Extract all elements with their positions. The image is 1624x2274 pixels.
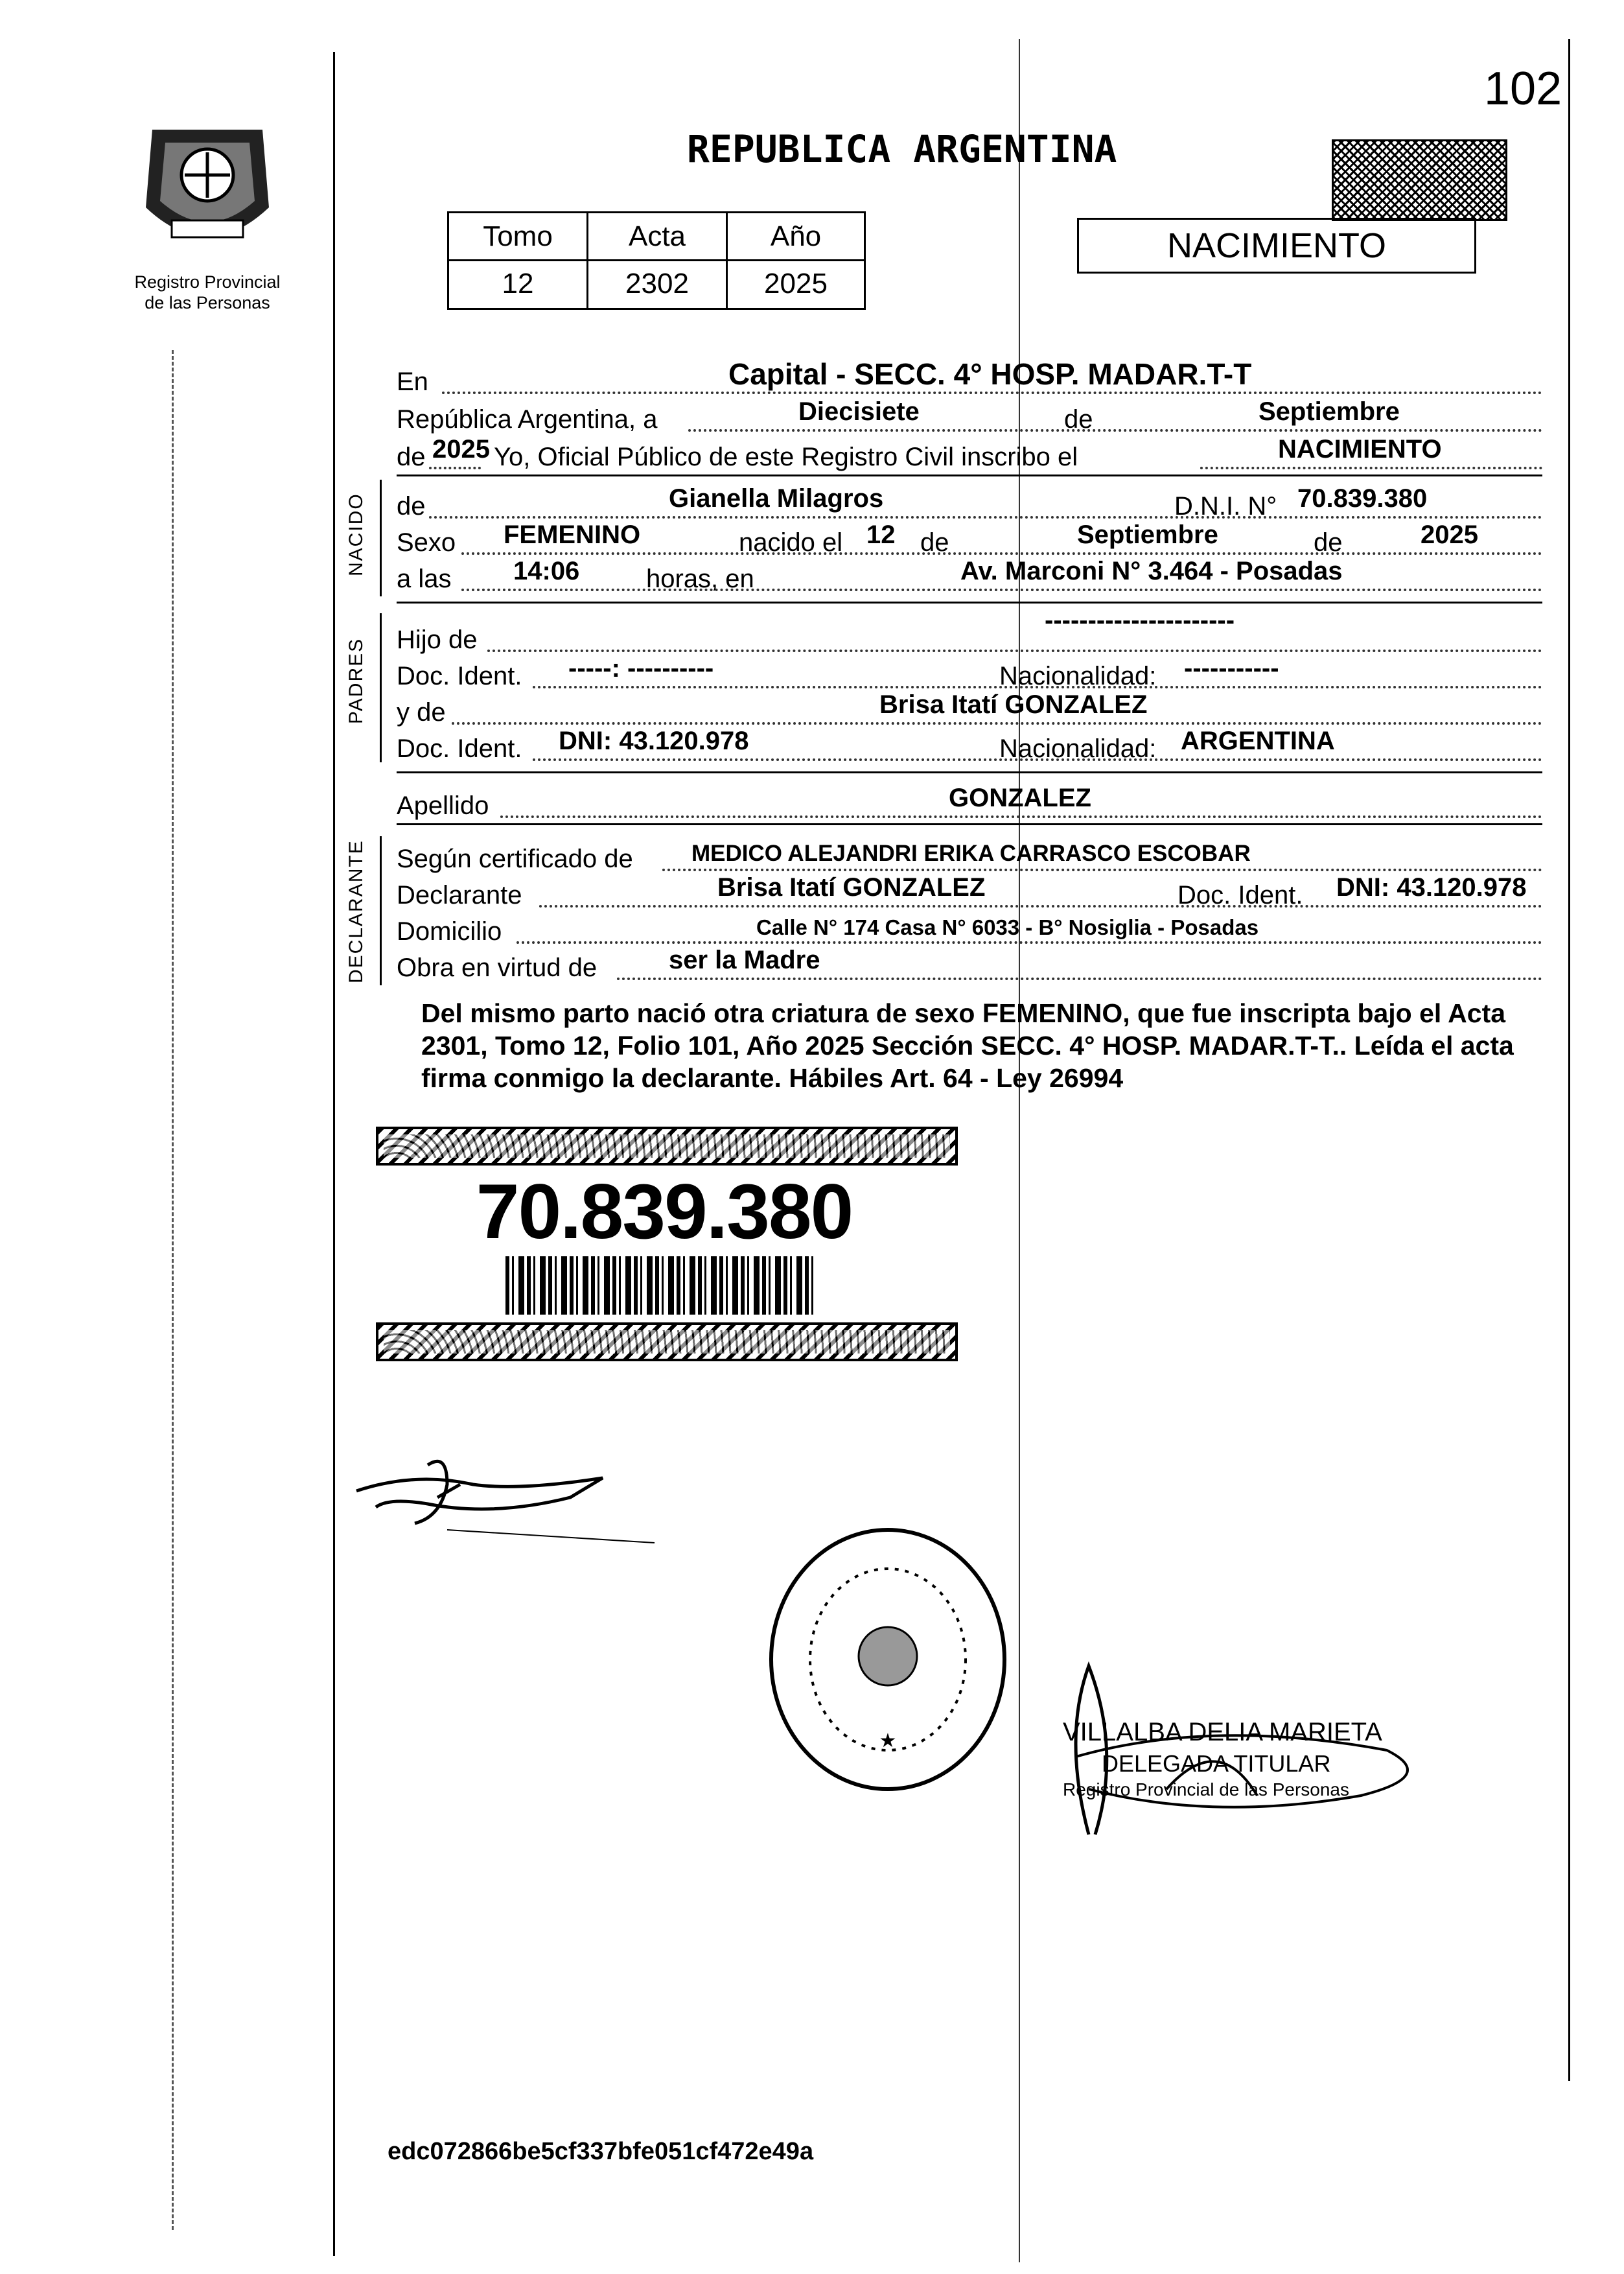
table-header-ano: Año <box>770 220 822 252</box>
relationship-value: ser la Madre <box>669 946 820 974</box>
child-name: Gianella Milagros <box>669 484 884 513</box>
registry-label-1: Registro Provincial <box>134 272 281 292</box>
row-certificado: Según certificado de MEDICO ALEJANDRI ERIKA CARRASCO ESCOBAR <box>397 840 1542 878</box>
security-strip-top <box>376 1127 958 1166</box>
day-value: Diecisiete <box>798 397 920 426</box>
row-declarante: Declarante Brisa Itatí GONZALEZ Doc. Ident. DNI: 43.120.978 <box>397 876 1542 914</box>
security-stamp <box>1332 139 1507 221</box>
barcode <box>505 1256 817 1315</box>
mother-nationality: ARGENTINA <box>1181 727 1335 755</box>
declarant-signature <box>350 1446 661 1556</box>
father-nationality: ----------- <box>1184 654 1279 683</box>
record-type-box <box>1077 218 1476 274</box>
row-doc-1: Doc. Ident. -----: ---------- Nacionalidad: ----------- <box>397 657 1542 695</box>
mother-doc: DNI: 43.120.978 <box>559 727 749 755</box>
birth-year: 2025 <box>1421 521 1478 549</box>
table-value-tomo: 12 <box>502 267 534 299</box>
month-value: Septiembre <box>1259 397 1400 426</box>
row-doc-2: Doc. Ident. DNI: 43.120.978 Nacionalidad: ARGENTINA <box>397 730 1542 768</box>
row-nacido-nombre: de Gianella Milagros D.N.I. N° 70.839.380 <box>397 487 1542 525</box>
mother-name: Brisa Itatí GONZALEZ <box>879 690 1148 719</box>
inscribe-value: NACIMIENTO <box>1278 435 1442 463</box>
table-header-tomo: Tomo <box>483 220 553 252</box>
row-fecha: República Argentina, a Diecisiete de Septiembre <box>397 401 1542 438</box>
section-padres: PADRES <box>345 637 367 724</box>
table-header-acta: Acta <box>628 220 686 252</box>
certificate-value: MEDICO ALEJANDRI ERIKA CARRASCO ESCOBAR <box>691 841 1251 866</box>
document-title: REPUBLICA ARGENTINA <box>687 127 1117 171</box>
row-hijo-de: Hijo de ---------------------- <box>397 621 1542 659</box>
declarant-name: Brisa Itatí GONZALEZ <box>717 873 986 902</box>
birth-time: 14:06 <box>513 557 580 585</box>
registry-label-2: de las Personas <box>145 293 270 312</box>
birth-day: 12 <box>866 521 896 549</box>
father-name: ---------------------- <box>1045 606 1235 635</box>
father-doc: -----: ---------- <box>568 654 714 683</box>
table-value-acta: 2302 <box>625 267 689 299</box>
left-margin-line <box>333 52 335 2256</box>
official-org: Registro Provincial de las Personas <box>1063 1779 1349 1799</box>
right-margin-line <box>1568 39 1570 2081</box>
security-strip-bottom <box>376 1322 958 1361</box>
birth-month: Septiembre <box>1077 521 1218 549</box>
surname-value: GONZALEZ <box>949 784 1091 812</box>
row-y-de: y de Brisa Itatí GONZALEZ <box>397 694 1542 731</box>
section-nacido: NACIDO <box>345 493 367 576</box>
official-name: VILLALBA DELIA MARIETA <box>1063 1718 1382 1746</box>
row-apellido: Apellido GONZALEZ <box>397 787 1542 825</box>
official-role: DELEGADA TITULAR <box>1102 1750 1331 1777</box>
declaration-text: Del mismo parto nació otra criatura de sexo FEMENINO, que fue inscripta bajo el Acta 2301, Tomo 12, Folio 101, Año 2025 Sección SECC. 4° HOSP. MADAR.T-T.. Leída el acta firma conmigo la declarante. Hábiles Art. 64 - Ley 26994 <box>421 998 1514 1093</box>
official-stamp <box>761 1523 1014 1796</box>
row-nacido-sexo: Sexo FEMENINO nacido el 12 de Septiembre de 2025 <box>397 524 1542 561</box>
row-anio: de 2025 Yo, Oficial Público de este Registro Civil inscribo el NACIMIENTO <box>397 438 1542 476</box>
birth-place: Av. Marconi N° 3.464 - Posadas <box>960 557 1343 585</box>
place-value: Capital - SECC. 4° HOSP. MADAR.T-T <box>728 357 1252 391</box>
sexo-value: FEMENINO <box>504 521 641 549</box>
address-value: Calle N° 174 Casa N° 6033 - B° Nosiglia - Posadas <box>756 915 1259 939</box>
record-type: NACIMIENTO <box>1166 226 1387 265</box>
table-value-ano: 2025 <box>764 267 828 299</box>
section-declarante: DECLARANTE <box>345 839 367 983</box>
svg-text:★: ★ <box>879 1729 897 1752</box>
row-en: En Capital - SECC. 4° HOSP. MADAR.T-T <box>397 363 1542 401</box>
child-dni: 70.839.380 <box>1297 484 1428 513</box>
document-hash: edc072866be5cf337bfe051cf472e49a <box>388 2138 814 2165</box>
registry-logo <box>126 110 288 266</box>
year-value: 2025 <box>432 435 490 463</box>
row-obra: Obra en virtud de ser la Madre <box>397 949 1542 987</box>
row-nacido-hora: a las 14:06 horas, en Av. Marconi N° 3.464 - Posadas <box>397 560 1542 598</box>
left-dash-line <box>172 350 174 2230</box>
declarant-doc: DNI: 43.120.978 <box>1336 873 1527 902</box>
page-number: 102 <box>1484 63 1562 115</box>
row-domicilio: Domicilio Calle N° 174 Casa N° 6033 - B° Nosiglia - Posadas <box>397 913 1542 950</box>
barcode-number: 70.839.380 <box>476 1168 853 1255</box>
